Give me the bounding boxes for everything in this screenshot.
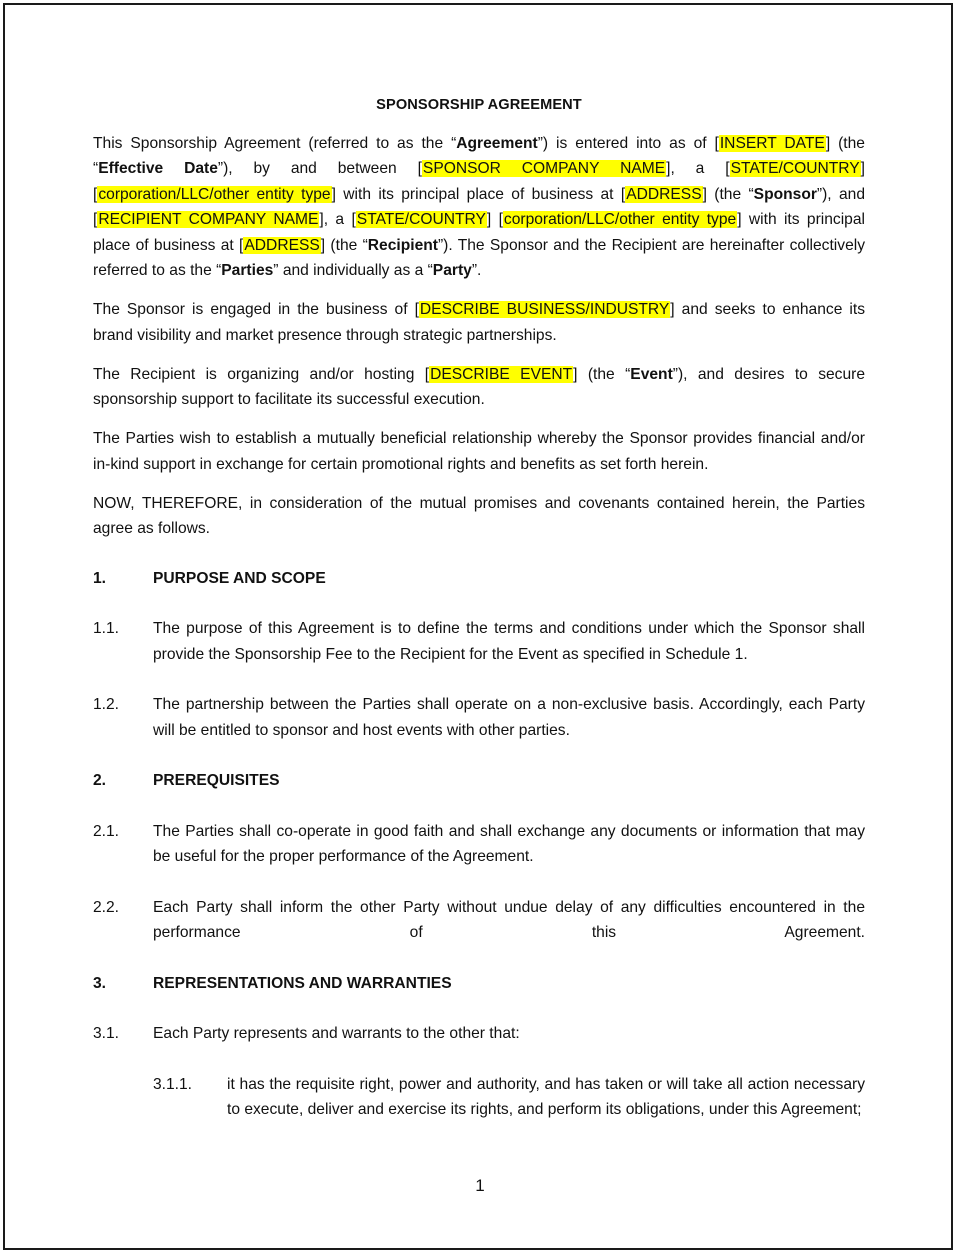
paragraph-text: ] and seeks to enhance its brand visibility and market presence through strategic partnerships. bbox=[93, 301, 865, 344]
defined-term-agreement: Agreement bbox=[456, 134, 538, 152]
section-number: 1. bbox=[93, 569, 107, 587]
clause-number: 1.1. bbox=[93, 620, 120, 637]
intro-text: ”). The Sponsor and the Recipient are hereinafter collectively referred to as the “ bbox=[93, 236, 866, 279]
placeholder-sponsor-address: ADDRESS bbox=[626, 185, 702, 203]
section-title: REPRESENTATIONS AND WARRANTIES bbox=[153, 974, 452, 992]
intro-paragraph bbox=[93, 131, 865, 284]
defined-term-recipient: Recipient bbox=[367, 236, 438, 254]
document-title: SPONSORSHIP AGREEMENT bbox=[376, 97, 582, 113]
placeholder-describe-event: DESCRIBE EVENT bbox=[430, 365, 573, 383]
intro-text: ] (the “ bbox=[702, 185, 754, 203]
intro-text: ], a [ bbox=[319, 211, 356, 228]
intro-text: ] [ bbox=[486, 211, 503, 228]
paragraph-text: ] (the “ bbox=[573, 365, 631, 383]
defined-term-effective-date: Effective Date bbox=[98, 160, 218, 177]
paragraph-text: ”), and desires to secure sponsorship support to facilitate its successful execution. bbox=[93, 365, 866, 408]
intro-text: ”), and [ bbox=[93, 185, 865, 228]
intro-text: ] with its principal place of business at [ bbox=[331, 185, 626, 203]
clause-number: 2.1. bbox=[93, 822, 120, 840]
now-therefore-paragraph: NOW, THEREFORE, in consideration of the mutual promises and covenants contained herein, the Parties agree as follows. bbox=[93, 494, 865, 537]
intro-text: ” and individually as a “ bbox=[273, 262, 433, 279]
clause bbox=[93, 1021, 865, 1047]
recipient-event-paragraph bbox=[93, 362, 865, 413]
placeholder-recipient-entity-type: corporation/LLC/other entity type bbox=[503, 211, 737, 228]
clause-text: The partnership between the Parties shall operate on a non-exclusive basis. Accordingly, each Party will be entitled to sponsor and host events with other parties. bbox=[153, 696, 865, 739]
placeholder-sponsor-entity-type: corporation/LLC/other entity type bbox=[98, 185, 331, 203]
placeholder-insert-date: INSERT DATE bbox=[719, 134, 825, 152]
parties-intent-paragraph: The Parties wish to establish a mutually beneficial relationship whereby the Sponsor provides financial and/or in-kind support in exchange for certain promotional rights and benefits as set forth herein. bbox=[93, 430, 865, 473]
clause bbox=[93, 819, 865, 870]
defined-term-parties: Parties bbox=[221, 262, 274, 279]
placeholder-recipient-address: ADDRESS bbox=[244, 236, 320, 254]
subclause-number: 3.1.1. bbox=[153, 1075, 193, 1093]
clause-number: 3.1. bbox=[93, 1025, 120, 1042]
section-title: PURPOSE AND SCOPE bbox=[153, 569, 326, 587]
section-number: 3. bbox=[93, 974, 107, 992]
paragraph-text: The Sponsor is engaged in the business of [ bbox=[93, 301, 419, 318]
intro-text: ] (the “ bbox=[93, 134, 865, 177]
clause-number: 2.2. bbox=[93, 898, 120, 916]
defined-term-party: Party bbox=[432, 262, 472, 279]
section-heading bbox=[93, 566, 865, 592]
clause-text: The Parties shall co-operate in good faith and shall exchange any documents or information that may be useful for the proper performance of the Agreement. bbox=[153, 822, 865, 865]
section-heading bbox=[93, 971, 865, 997]
intro-text: ”. bbox=[471, 262, 482, 279]
document-body bbox=[93, 93, 865, 1148]
intro-text: ”), by and between [ bbox=[217, 160, 422, 177]
subclause bbox=[153, 1072, 865, 1123]
section-title: PREREQUISITES bbox=[153, 772, 280, 789]
clause-text: The purpose of this Agreement is to define the terms and conditions under which the Sponsor shall provide the Sponsorship Fee to the Recipient for the Event as specified in Schedule 1. bbox=[153, 620, 865, 663]
clause bbox=[93, 895, 865, 946]
intro-text: ] (the “ bbox=[320, 236, 368, 254]
clause bbox=[93, 692, 865, 743]
placeholder-sponsor-name: SPONSOR COMPANY NAME bbox=[422, 160, 666, 177]
clause bbox=[93, 616, 865, 667]
intro-text: ] with its principal place of business at [ bbox=[93, 211, 865, 254]
paragraph-text: The Recipient is organizing and/or hosting [ bbox=[93, 365, 430, 383]
defined-term-sponsor: Sponsor bbox=[753, 185, 817, 203]
intro-text: This Sponsorship Agreement (referred to as the “ bbox=[93, 134, 457, 152]
clause-text: Each Party represents and warrants to the other that: bbox=[153, 1025, 520, 1042]
placeholder-recipient-state: STATE/COUNTRY bbox=[356, 211, 486, 228]
placeholder-sponsor-state: STATE/COUNTRY bbox=[730, 160, 860, 177]
placeholder-business-industry: DESCRIBE BUSINESS/INDUSTRY bbox=[419, 301, 670, 318]
clause-text: Each Party shall inform the other Party without undue delay of any difficulties encountered in the performance of this Agreement. bbox=[153, 898, 865, 941]
defined-term-event: Event bbox=[630, 365, 673, 383]
page-number: 1 bbox=[475, 1176, 485, 1195]
placeholder-recipient-name: RECIPIENT COMPANY NAME bbox=[98, 211, 319, 228]
section-number: 2. bbox=[93, 772, 107, 789]
intro-text: ”) is entered into as of [ bbox=[537, 134, 719, 152]
intro-text: ], a [ bbox=[666, 160, 730, 177]
section-heading bbox=[93, 768, 865, 794]
subclause-text: it has the requisite right, power and authority, and has taken or will take all action necessary to execute, deliver and exercise its rights, and perform its obligations, under this Agreement; bbox=[227, 1075, 865, 1118]
clause-number: 1.2. bbox=[93, 696, 120, 713]
sponsor-business-paragraph bbox=[93, 297, 865, 348]
intro-text: ] [ bbox=[93, 160, 866, 203]
